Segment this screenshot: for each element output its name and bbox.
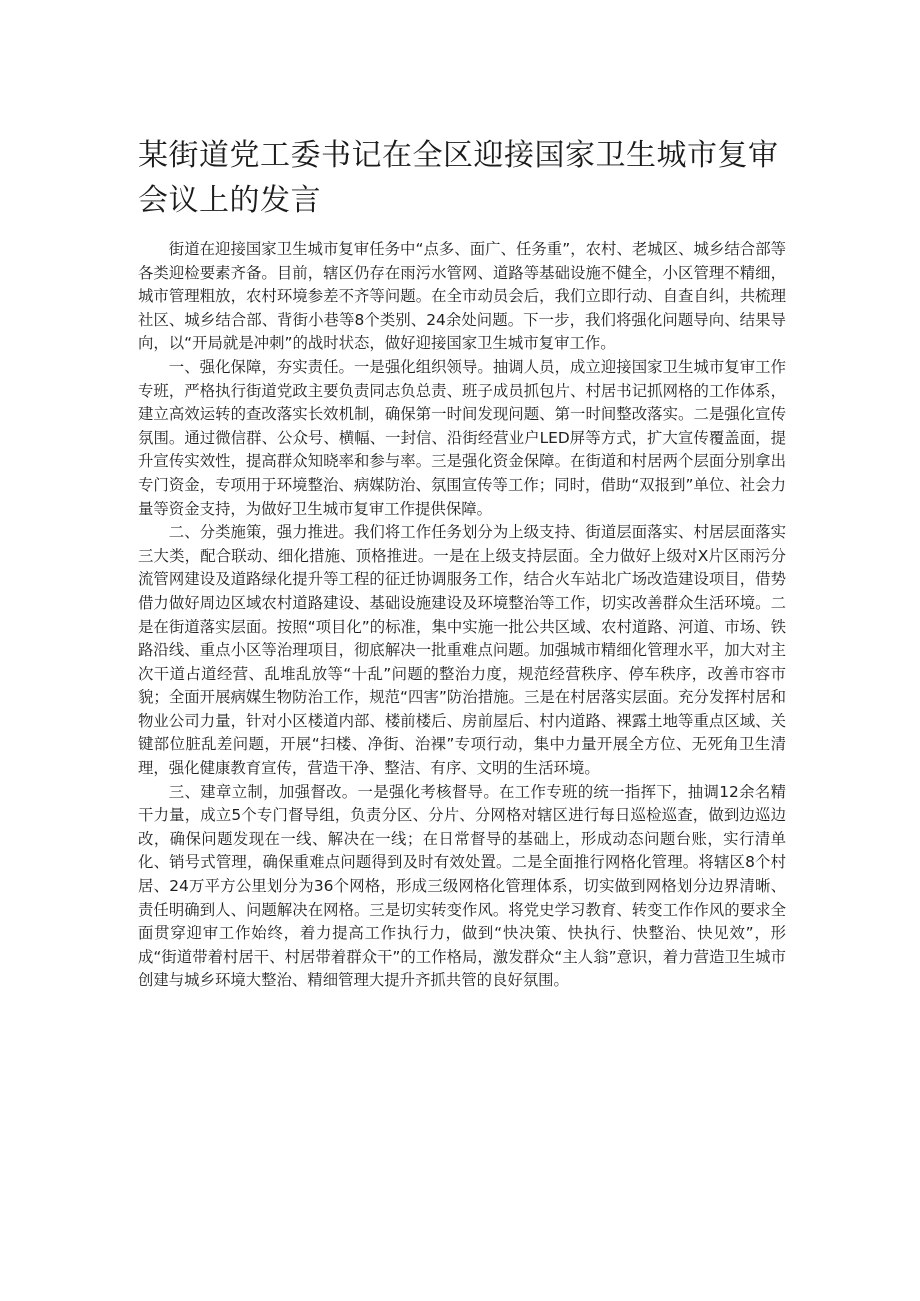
document-body	[138, 238, 786, 993]
paragraph-section-1: 一、强化保障，夯实责任。一是强化组织领导。抽调人员，成立迎接国家卫生城市复审工作专班，严格执行街道党政主要负责同志负总责、班子成员抓包片、村居书记抓网格的工作体系，建立高效运转的查改落实长效机制，确保第一时间发现问题、第一时间整改落实。二是强化宣传氛围。通过微信群、公众号、横幅、一封信、沿街经营业户LED屏等方式，扩大宣传覆盖面，提升宣传实效性，提高群众知晓率和参与率。三是强化资金保障。在街道和村居两个层面分别拿出专门资金，专项用于环境整治、病媒防治、氛围宣传等工作；同时，借助“双报到”单位、社会力量等资金支持，为做好卫生城市复审工作提供保障。	[138, 357, 786, 518]
paragraph-section-2: 二、分类施策，强力推进。我们将工作任务划分为上级支持、街道层面落实、村居层面落实三大类，配合联动、细化措施、顶格推进。一是在上级支持层面。全力做好上级对X片区雨污分流管网建设及道路绿化提升等工程的征迁协调服务工作，结合火车站北广场改造建设项目，借势借力做好周边区域农村道路建设、基础设施建设及环境整治等工作，切实改善群众生活环境。二是在街道落实层面。按照“项目化”的标准，集中实施一批公共区域、农村道路、河道、市场、铁路沿线、重点小区等治理项目，彻底解决一批重难点问题。加强城市精细化管理水平，加大对主次干道占道经营、乱堆乱放等“十乱”问题的整治力度，规范经营秩序、停车秩序，改善市容市貌；全面开展病媒生物防治工作，规范“四害”防治措施。三是在村居落实层面。充分发挥村居和物业公司力量，针对小区楼道内部、楼前楼后、房前屋后、村内道路、裸露土地等重点区域、关键部位脏乱差问题，开展“扫楼、净街、治裸”专项行动，集中力量开展全方位、无死角卫生清理，强化健康教育宣传，营造干净、整洁、有序、文明的生活环境。	[138, 523, 786, 778]
paragraph-intro: 街道在迎接国家卫生城市复审任务中“点多、面广、任务重”，农村、老城区、城乡结合部等各类迎检要素齐备。目前，辖区仍存在雨污水管网、道路等基础设施不健全，小区管理不精细，城市管理粗放，农村环境参差不齐等问题。在全市动员会后，我们立即行动、自查自纠，共梳理社区、城乡结合部、背街小巷等8个类别、24余处问题。下一步，我们将强化问题导向、结果导向，以“开局就是冲刺”的战时状态，做好迎接国家卫生城市复审工作。	[138, 240, 786, 353]
paragraph-section-3: 三、建章立制，加强督改。一是强化考核督导。在工作专班的统一指挥下，抽调12余名精干力量，成立5个专门督导组，负责分区、分片、分网格对辖区进行每日巡检巡查，做到边巡边改，确保问题发现在一线、解决在一线；在日常督导的基础上，形成动态问题台账，实行清单化、销号式管理，确保重难点问题得到及时有效处置。二是全面推行网格化管理。将辖区8个村居、24万平方公里划分为36个网格，形成三级网格化管理体系，切实做到网格划分边界清晰、责任明确到人、问题解决在网格。三是切实转变作风。将党史学习教育、转变工作作风的要求全面贯穿迎审工作始终，着力提高工作执行力，做到“快决策、快执行、快整治、快见效”，形成“街道带着村居干、村居带着群众干”的工作格局，激发群众“主人翁”意识，着力营造卫生城市创建与城乡环境大整治、精细管理大提升齐抓共管的良好氛围。	[138, 782, 786, 990]
document-title: 某街道党工委书记在全区迎接国家卫生城市复审会议上的发言	[138, 138, 779, 218]
